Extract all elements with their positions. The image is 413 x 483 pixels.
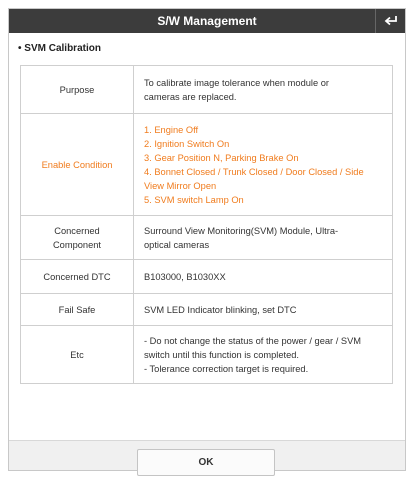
row-label-purpose: Purpose: [21, 66, 134, 114]
row-label-concerned-component: [21, 216, 134, 260]
return-arrow-icon: [384, 15, 398, 27]
row-label-enable-condition: Enable Condition: [21, 114, 134, 216]
value-line: 1. Engine Off: [144, 124, 199, 135]
value-line: switch until this function is completed.: [144, 349, 300, 360]
sw-management-dialog: [8, 8, 406, 471]
row-label-etc: Etc: [21, 326, 134, 384]
value-line: cameras are replaced.: [144, 91, 237, 102]
window-title: S/W Management: [157, 14, 257, 28]
table-row: [21, 216, 393, 260]
table-row: [21, 114, 393, 216]
value-line: optical cameras: [144, 239, 210, 250]
label-line: Concerned: [54, 225, 100, 236]
title-bar: [9, 9, 405, 33]
row-value-enable-condition: [134, 114, 393, 216]
value-line: 2. Ignition Switch On: [144, 138, 230, 149]
row-value-concerned-component: [134, 216, 393, 260]
value-line: To calibrate image tolerance when module or: [144, 77, 330, 88]
row-value-fail-safe: [134, 294, 393, 326]
info-table: [20, 65, 393, 384]
value-line: SVM LED Indicator blinking, set DTC: [144, 304, 297, 315]
value-line: View Mirror Open: [144, 180, 217, 191]
value-line: Surround View Monitoring(SVM) Module, Ultra-: [144, 225, 339, 236]
label-line: Component: [52, 239, 102, 250]
value-line: 3. Gear Position N, Parking Brake On: [144, 152, 299, 163]
table-row: [21, 294, 393, 326]
row-value-concerned-dtc: [134, 260, 393, 294]
row-label-fail-safe: Fail Safe: [21, 294, 134, 326]
section-title: • SVM Calibration: [18, 43, 101, 54]
value-line: 5. SVM switch Lamp On: [144, 194, 244, 205]
table-row: [21, 326, 393, 384]
value-line: B103000, B1030XX: [144, 271, 226, 282]
back-button[interactable]: [375, 9, 405, 33]
value-line: - Do not change the status of the power / gear / SVM: [144, 335, 362, 346]
ok-button[interactable]: OK: [137, 449, 275, 476]
value-line: - Tolerance correction target is required.: [144, 363, 309, 374]
table-row: [21, 260, 393, 294]
table-row: [21, 66, 393, 114]
row-value-purpose: [134, 66, 393, 114]
dialog-footer: [9, 440, 405, 470]
value-line: 4. Bonnet Closed / Trunk Closed / Door Closed / Side: [144, 166, 364, 177]
row-label-concerned-dtc: Concerned DTC: [21, 260, 134, 294]
row-value-etc: [134, 326, 393, 384]
